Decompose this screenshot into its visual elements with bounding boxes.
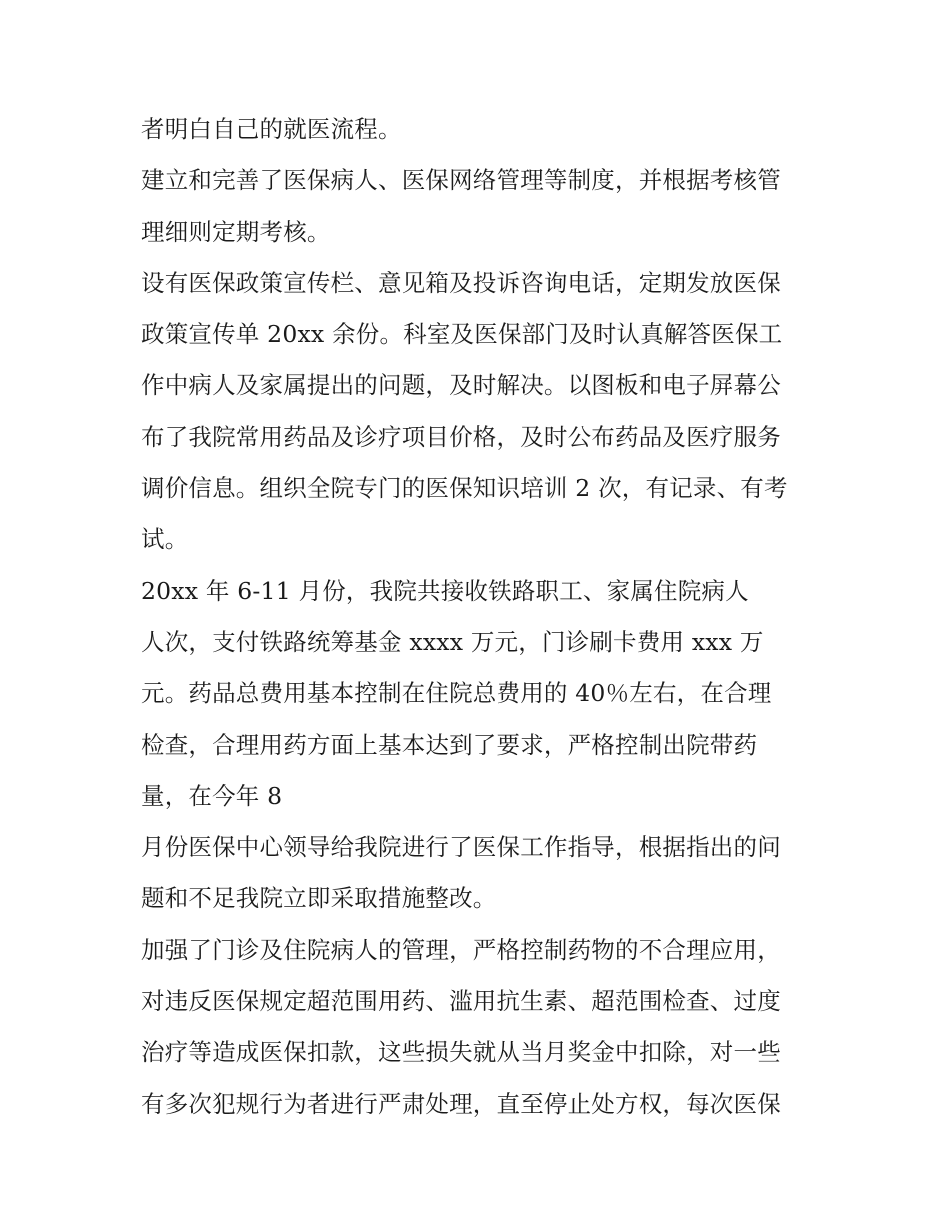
text-line: 作中病人及家属提出的问题，及时解决。以图板和电子屏幕公 xyxy=(141,371,781,400)
text-line: 有多次犯规行为者进行严肃处理，直至停止处方权，每次医保 xyxy=(141,1089,781,1118)
text-line: 建立和完善了医保病人、医保网络管理等制度，并根据考核管 xyxy=(141,166,781,195)
text-line: 加强了门诊及住院病人的管理，严格控制药物的不合理应用， xyxy=(141,935,781,964)
text-line: 者明白自己的就医流程。 xyxy=(141,115,402,143)
text-line: 政策宣传单 20xx 余份。科室及医保部门及时认真解答医保工 xyxy=(141,320,783,349)
text-line: 布了我院常用药品及诊疗项目价格，及时公布药品及医疗服务 xyxy=(141,422,781,451)
text-line: 检查，合理用药方面上基本达到了要求，严格控制出院带药 xyxy=(141,730,758,759)
text-line: 20xx 年 6-11 月份，我院共接收铁路职工、家属住院病人 xyxy=(141,576,749,605)
text-line: 设有医保政策宣传栏、意见箱及投诉咨询电话，定期发放医保 xyxy=(141,268,781,297)
text-line: 试。 xyxy=(141,525,189,554)
text-line: 治疗等造成医保扣款，这些损失就从当月奖金中扣除，对一些 xyxy=(141,1038,781,1067)
text-line: 调价信息。组织全院专门的医保知识培训 2 次，有记录、有考 xyxy=(141,474,788,503)
text-line: 量，在今年 8 xyxy=(141,781,283,810)
text-line: 元。药品总费用基本控制在住院总费用的 40％左右，在合理 xyxy=(141,679,772,708)
text-line: 理细则定期考核。 xyxy=(141,217,331,246)
document-body xyxy=(141,108,831,1134)
text-line: 人次，支付铁路统筹基金 xxxx 万元，门诊刷卡费用 xxx 万 xyxy=(141,627,764,656)
text-line: 月份医保中心领导给我院进行了医保工作指导，根据指出的问 xyxy=(141,833,781,862)
text-line: 对违反医保规定超范围用药、滥用抗生素、超范围检查、过度 xyxy=(141,987,781,1016)
text-line: 题和不足我院立即采取措施整改。 xyxy=(141,884,497,913)
